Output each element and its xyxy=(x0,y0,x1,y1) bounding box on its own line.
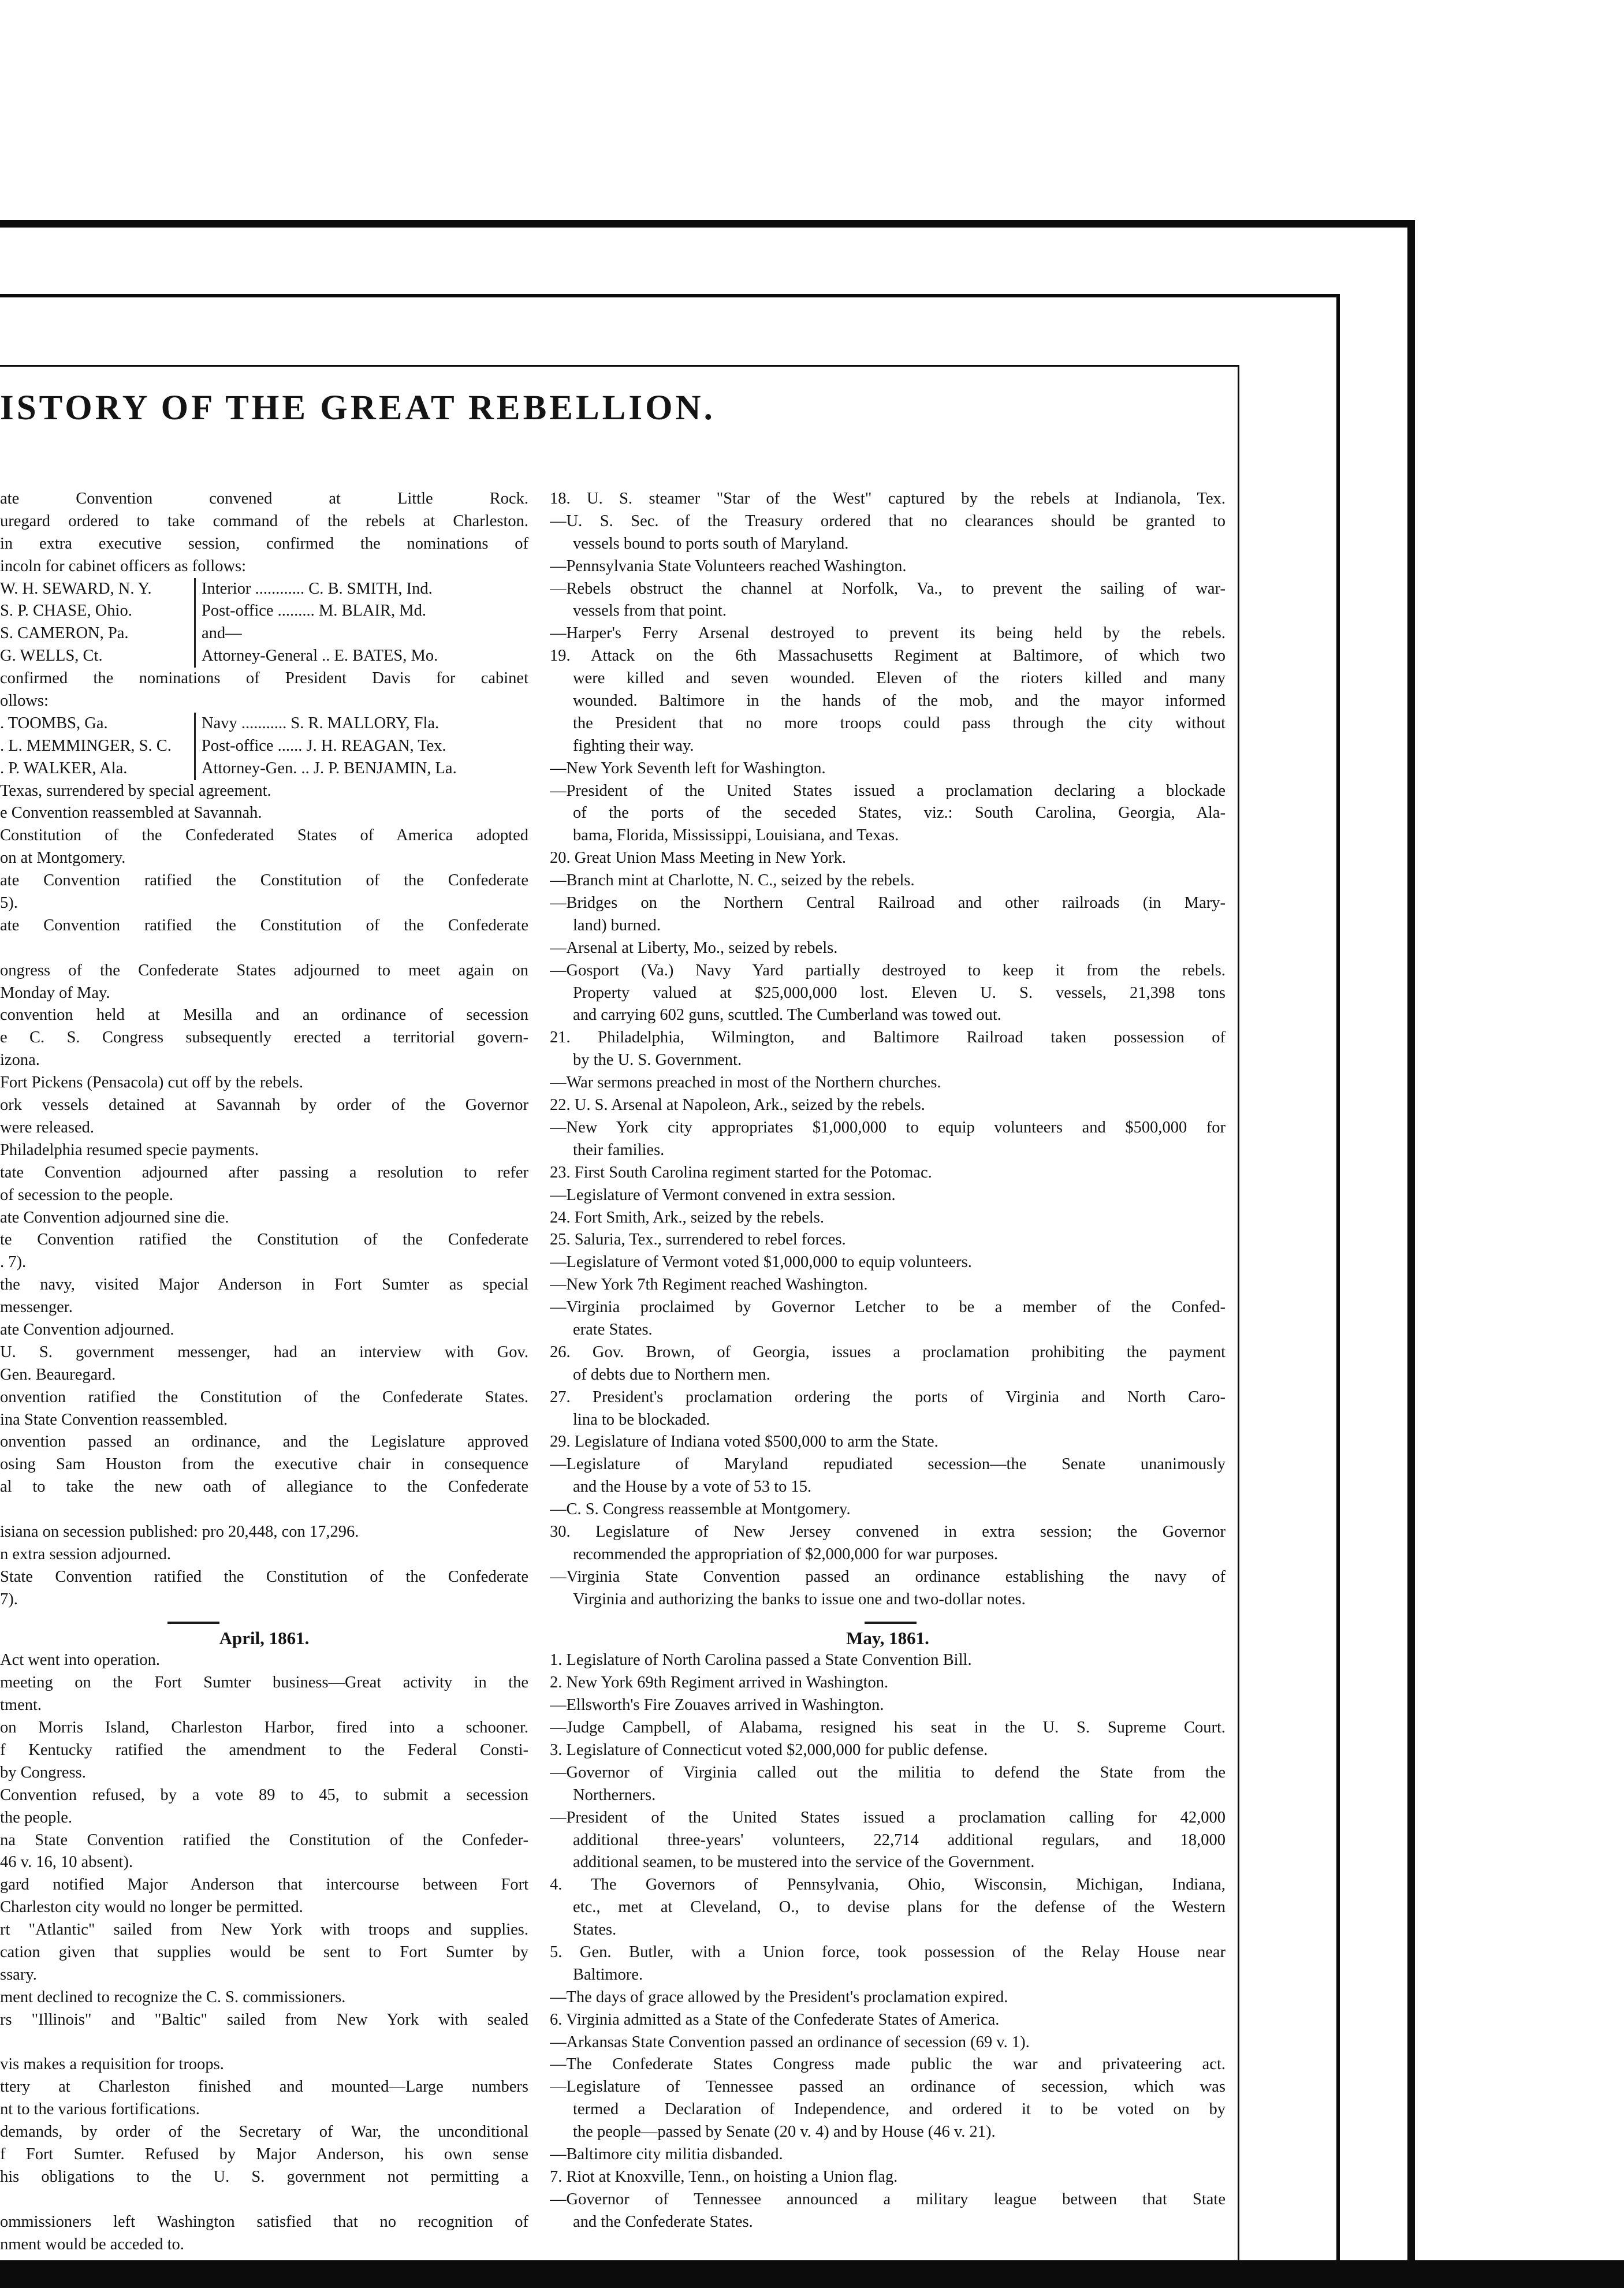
text-line: the President that no more troops could pass through the city without xyxy=(573,714,1226,732)
text-line: U. S. government messenger, had an interview with Gov. xyxy=(0,1343,528,1361)
text-line: of debts due to Northern men. xyxy=(573,1365,770,1384)
cabinet-row xyxy=(0,758,528,780)
text-line: nt to the various fortifications. xyxy=(0,2100,200,2119)
text-line: —War sermons preached in most of the Northern churches. xyxy=(550,1074,941,1092)
text-line: vis makes a requisition for troops. xyxy=(0,2055,224,2074)
text-line: —Harper's Ferry Arsenal destroyed to prevent its being held by the rebels. xyxy=(550,624,1226,643)
text-line: —Baltimore city militia disbanded. xyxy=(550,2145,783,2164)
text-line: termed a Declaration of Independence, and ordered it to be voted on by xyxy=(573,2100,1226,2119)
cabinet-office: Attorney-General .. E. BATES, Mo. xyxy=(202,647,438,665)
text-line: —Governor of Virginia called out the militia to defend the State from the xyxy=(550,1763,1226,1782)
text-line: State Convention ratified the Constitution of the Confederate xyxy=(0,1567,528,1586)
text-line: —The Confederate States Congress made public the war and privateering act. xyxy=(550,2055,1226,2074)
text-line: —New York 7th Regiment reached Washington. xyxy=(550,1276,868,1294)
text-line: —C. S. Congress reassemble at Montgomery. xyxy=(550,1500,851,1519)
text-line: ongress of the Confederate States adjourned to meet again on xyxy=(0,961,528,979)
text-line: —New York Seventh left for Washington. xyxy=(550,759,826,777)
text-line: recommended the appropriation of $2,000,000 for war purposes. xyxy=(573,1545,999,1563)
text-line: n extra session adjourned. xyxy=(0,1545,172,1563)
text-line: confirmed the nominations of President Davis for cabinet xyxy=(0,669,528,688)
text-line: ate Convention adjourned. xyxy=(0,1320,174,1339)
text-line: demands, by order of the Secretary of War, the unconditional xyxy=(0,2123,528,2141)
text-line: onvention ratified the Constitution of the Confederate States. xyxy=(0,1388,528,1406)
inner-frame-top xyxy=(0,365,1239,367)
text-line: —Judge Campbell, of Alabama, resigned his seat in the U. S. Supreme Court. xyxy=(550,1719,1226,1737)
text-line: ate Convention convened at Little Rock. xyxy=(0,490,528,508)
cabinet-row xyxy=(0,645,528,668)
outer-frame-top xyxy=(0,220,1415,228)
text-line: their families. xyxy=(573,1141,665,1159)
text-line: Constitution of the Confederated States of America adopted xyxy=(0,826,528,845)
text-line: wounded. Baltimore in the hands of the mob, and the mayor informed xyxy=(573,692,1226,710)
text-line: 1. Legislature of North Carolina passed a State Convention Bill. xyxy=(550,1651,972,1670)
text-line: ssary. xyxy=(0,1965,37,1984)
text-line: —Bridges on the Northern Central Railroad and other railroads (in Mary- xyxy=(550,894,1226,912)
text-line: 24. Fort Smith, Ark., seized by the rebels. xyxy=(550,1208,824,1227)
text-line: ork vessels detained at Savannah by order of the Governor xyxy=(0,1096,528,1115)
text-line: ate Convention adjourned sine die. xyxy=(0,1208,229,1227)
text-line: Act went into operation. xyxy=(0,1651,161,1670)
text-line: izona. xyxy=(0,1051,40,1070)
text-line xyxy=(0,1499,528,1521)
text-line: of the ports of the seceded States, viz.: South Carolina, Georgia, Ala- xyxy=(573,804,1226,822)
text-line: Convention refused, by a vote 89 to 45, to submit a secession xyxy=(0,1786,528,1804)
text-line: 19. Attack on the 6th Massachusetts Regiment at Baltimore, of which two xyxy=(550,647,1226,665)
text-line: additional seamen, to be mustered into the service of the Government. xyxy=(573,1853,1035,1872)
cabinet-row xyxy=(0,578,528,601)
text-line: vessels from that point. xyxy=(573,602,727,620)
text-line: —Legislature of Vermont voted $1,000,000 to equip volunteers. xyxy=(550,1253,972,1272)
text-line: meeting on the Fort Sumter business—Great activity in the xyxy=(0,1674,528,1692)
cabinet-name: . TOOMBS, Ga. xyxy=(0,713,196,735)
text-line: . 7). xyxy=(0,1253,27,1272)
text-line: messenger. xyxy=(0,1298,73,1317)
text-line: 23. First South Carolina regiment started for the Potomac. xyxy=(550,1163,932,1182)
text-line: 5. Gen. Butler, with a Union force, took possession of the Relay House near xyxy=(550,1943,1226,1961)
text-line: rt "Atlantic" sailed from New York with troops and supplies. xyxy=(0,1921,528,1939)
text-line: f Fort Sumter. Refused by Major Anderson, his own sense xyxy=(0,2145,528,2164)
text-line: 5). xyxy=(0,894,18,912)
text-line: the navy, visited Major Anderson in Fort Sumter as special xyxy=(0,1276,528,1294)
text-line: 18. U. S. steamer "Star of the West" captured by the rebels at Indianola, Tex. xyxy=(550,490,1226,508)
text-line: in extra executive session, confirmed the nominations of xyxy=(0,534,528,553)
cabinet-name: G. WELLS, Ct. xyxy=(0,645,196,668)
text-line: ate Convention ratified the Constitution of the Confederate xyxy=(0,916,528,934)
text-line: tment. xyxy=(0,1696,42,1715)
text-line: fighting their way. xyxy=(573,736,694,755)
text-line: 22. U. S. Arsenal at Napoleon, Ark., seized by the rebels. xyxy=(550,1096,925,1115)
text-line: 7. Riot at Knoxville, Tenn., on hoisting a Union flag. xyxy=(550,2167,898,2186)
text-line: Gen. Beauregard. xyxy=(0,1365,116,1384)
text-line: na State Convention ratified the Constitution of the Confeder- xyxy=(0,1831,528,1849)
text-line: —Rebels obstruct the channel at Norfolk, Va., to prevent the sailing of war- xyxy=(550,579,1226,598)
text-line: 29. Legislature of Indiana voted $500,000 to arm the State. xyxy=(550,1433,938,1451)
inner-frame-right xyxy=(1238,365,1239,2260)
right-column xyxy=(550,488,1226,2234)
left-column xyxy=(0,488,528,2256)
month-heading-april: April, 1861. xyxy=(219,1627,310,1648)
text-line: ina State Convention reassembled. xyxy=(0,1410,228,1429)
section-rule xyxy=(167,1622,219,1624)
text-line: States. xyxy=(573,1921,617,1939)
text-line: his obligations to the U. S. government not permitting a xyxy=(0,2167,528,2186)
text-line: vessels bound to ports south of Maryland. xyxy=(573,534,849,553)
text-line: —Legislature of Tennessee passed an ordinance of secession, which was xyxy=(550,2078,1226,2096)
text-line: by the U. S. Government. xyxy=(573,1051,742,1070)
text-line: e C. S. Congress subsequently erected a territorial govern- xyxy=(0,1029,528,1047)
text-line: ment declined to recognize the C. S. commissioners. xyxy=(0,1988,346,2006)
text-line: onvention passed an ordinance, and the Legislature approved xyxy=(0,1433,528,1451)
text-line: and carrying 602 guns, scuttled. The Cumberland was towed out. xyxy=(573,1006,1001,1024)
cabinet-row xyxy=(0,623,528,645)
text-line: of secession to the people. xyxy=(0,1186,173,1204)
mid-frame-right xyxy=(1336,294,1340,2260)
text-line: te Convention ratified the Constitution of the Confederate xyxy=(0,1231,528,1249)
text-line: 4. The Governors of Pennsylvania, Ohio, Wisconsin, Michigan, Indiana, xyxy=(550,1876,1226,1894)
text-line: —President of the United States issued a proclamation declaring a blockade xyxy=(550,781,1226,800)
text-line: —Legislature of Maryland repudiated secession—the Senate unanimously xyxy=(550,1455,1226,1474)
text-line: and the Confederate States. xyxy=(573,2212,753,2231)
text-line: incoln for cabinet officers as follows: xyxy=(0,557,247,575)
text-line: 3. Legislature of Connecticut voted $2,000,000 for public defense. xyxy=(550,1741,988,1759)
text-line xyxy=(0,2189,528,2211)
outer-frame-right xyxy=(1407,220,1415,2261)
cabinet-office: Interior ............ C. B. SMITH, Ind. xyxy=(202,579,433,598)
cabinet-name: S. P. CHASE, Ohio. xyxy=(0,600,196,623)
text-line: —Arsenal at Liberty, Mo., seized by rebels. xyxy=(550,938,838,957)
text-line: were killed and seven wounded. Eleven of the rioters killed and many xyxy=(573,669,1226,688)
text-line: —President of the United States issued a proclamation calling for 42,000 xyxy=(550,1808,1226,1827)
text-line: 25. Saluria, Tex., surrendered to rebel forces. xyxy=(550,1231,846,1249)
cabinet-office: and— xyxy=(202,624,242,643)
text-line: 6. Virginia admitted as a State of the Confederate States of America. xyxy=(550,2010,1000,2029)
cabinet-office: Attorney-Gen. .. J. P. BENJAMIN, La. xyxy=(202,759,457,777)
text-line: Philadelphia resumed specie payments. xyxy=(0,1141,259,1159)
text-line: osing Sam Houston from the executive chair in consequence xyxy=(0,1455,528,1474)
text-line: the people—passed by Senate (20 v. 4) and by House (46 v. 21). xyxy=(573,2123,996,2141)
text-line: by Congress. xyxy=(0,1763,86,1782)
text-line: tate Convention adjourned after passing a resolution to refer xyxy=(0,1163,528,1182)
text-line: Property valued at $25,000,000 lost. Eleven U. S. vessels, 21,398 tons xyxy=(573,983,1226,1002)
text-line: —Legislature of Vermont convened in extra session. xyxy=(550,1186,896,1204)
text-line: —Gosport (Va.) Navy Yard partially destroyed to keep it from the rebels. xyxy=(550,961,1226,979)
text-line: the people. xyxy=(0,1808,73,1827)
cabinet-name: . L. MEMMINGER, S. C. xyxy=(0,735,196,758)
text-line: Texas, surrendered by special agreement. xyxy=(0,781,271,800)
cabinet-row xyxy=(0,735,528,758)
text-line: erate States. xyxy=(573,1320,653,1339)
text-line: —Virginia State Convention passed an ordinance establishing the navy of xyxy=(550,1567,1226,1586)
cabinet-name: S. CAMERON, Pa. xyxy=(0,623,196,645)
text-line: 30. Legislature of New Jersey convened in extra session; the Governor xyxy=(550,1522,1226,1541)
text-line: e Convention reassembled at Savannah. xyxy=(0,804,262,822)
text-line: Virginia and authorizing the banks to issue one and two-dollar notes. xyxy=(573,1590,1026,1608)
text-line: —Arkansas State Convention passed an ordinance of secession (69 v. 1). xyxy=(550,2033,1030,2051)
cabinet-name: W. H. SEWARD, N. Y. xyxy=(0,578,196,601)
text-line: uregard ordered to take command of the rebels at Charleston. xyxy=(0,512,528,530)
text-line: 2. New York 69th Regiment arrived in Washington. xyxy=(550,1674,889,1692)
text-line: additional three-years' volunteers, 22,714 additional regulars, and 18,000 xyxy=(573,1831,1226,1849)
text-line: —Branch mint at Charlotte, N. C., seized by the rebels. xyxy=(550,871,915,890)
text-line: —New York city appropriates $1,000,000 to equip volunteers and $500,000 for xyxy=(550,1118,1226,1136)
text-line: etc., met at Cleveland, O., to devise plans for the defense of the Western xyxy=(573,1898,1226,1917)
cabinet-row xyxy=(0,600,528,623)
text-line: on at Montgomery. xyxy=(0,849,126,867)
text-line: rs "Illinois" and "Baltic" sailed from New York with sealed xyxy=(0,2010,528,2029)
text-line xyxy=(0,937,528,960)
text-line: ttery at Charleston finished and mounted—Large numbers xyxy=(0,2078,528,2096)
text-line: were released. xyxy=(0,1118,94,1136)
text-line: nment would be acceded to. xyxy=(0,2235,184,2253)
text-line: Northerners. xyxy=(573,1786,656,1804)
text-line: Charleston city would no longer be permitted. xyxy=(0,1898,303,1917)
text-line: Fort Pickens (Pensacola) cut off by the rebels. xyxy=(0,1074,304,1092)
page-title: ISTORY OF THE GREAT REBELLION. xyxy=(0,389,716,427)
text-line: al to take the new oath of allegiance to the Confederate xyxy=(0,1478,528,1496)
month-heading-may: May, 1861. xyxy=(846,1627,929,1648)
text-line: Monday of May. xyxy=(0,983,110,1002)
section-rule xyxy=(865,1622,917,1624)
cabinet-office: Post-office ...... J. H. REAGAN, Tex. xyxy=(202,736,446,755)
text-line: cation given that supplies would be sent to Fort Sumter by xyxy=(0,1943,528,1961)
text-line: Baltimore. xyxy=(573,1965,643,1984)
text-line: —Governor of Tennessee announced a military league between that State xyxy=(550,2190,1226,2208)
text-line: 7). xyxy=(0,1590,18,1608)
text-line: lina to be blockaded. xyxy=(573,1410,710,1429)
text-line: and the House by a vote of 53 to 15. xyxy=(573,1478,812,1496)
text-line: on Morris Island, Charleston Harbor, fired into a schooner. xyxy=(0,1719,528,1737)
text-line: —U. S. Sec. of the Treasury ordered that no clearances should be granted to xyxy=(550,512,1226,530)
text-line: ollows: xyxy=(0,692,49,710)
cabinet-office: Navy ........... S. R. MALLORY, Fla. xyxy=(202,714,439,732)
cabinet-name: . P. WALKER, Ala. xyxy=(0,758,196,780)
text-line: —The days of grace allowed by the President's proclamation expired. xyxy=(550,1988,1008,2006)
mid-frame-top xyxy=(0,294,1340,297)
text-line: convention held at Mesilla and an ordinance of secession xyxy=(0,1006,528,1024)
cabinet-row xyxy=(0,713,528,735)
text-line: ate Convention ratified the Constitution of the Confederate xyxy=(0,871,528,890)
text-line: 27. President's proclamation ordering the ports of Virginia and North Caro- xyxy=(550,1388,1226,1406)
text-line: bama, Florida, Mississippi, Louisiana, and Texas. xyxy=(573,826,899,845)
text-line: 46 v. 16, 10 absent). xyxy=(0,1853,133,1872)
bottom-border xyxy=(0,2260,1624,2288)
text-line: —Ellsworth's Fire Zouaves arrived in Washington. xyxy=(550,1696,884,1715)
cabinet-office: Post-office ......... M. BLAIR, Md. xyxy=(202,602,426,620)
text-line: —Pennsylvania State Volunteers reached Washington. xyxy=(550,557,907,575)
text-line: 20. Great Union Mass Meeting in New York. xyxy=(550,849,846,867)
text-line: isiana on secession published: pro 20,448, con 17,296. xyxy=(0,1522,359,1541)
text-line: f Kentucky ratified the amendment to the Federal Consti- xyxy=(0,1741,528,1759)
text-line xyxy=(0,2032,528,2054)
text-line: land) burned. xyxy=(573,916,661,934)
text-line: 21. Philadelphia, Wilmington, and Baltimore Railroad taken possession of xyxy=(550,1029,1226,1047)
text-line: —Virginia proclaimed by Governor Letcher to be a member of the Confed- xyxy=(550,1298,1226,1317)
text-line: 26. Gov. Brown, of Georgia, issues a proclamation prohibiting the payment xyxy=(550,1343,1226,1361)
text-line: gard notified Major Anderson that intercourse between Fort xyxy=(0,1876,528,1894)
text-line: ommissioners left Washington satisfied that no recognition of xyxy=(0,2212,528,2231)
